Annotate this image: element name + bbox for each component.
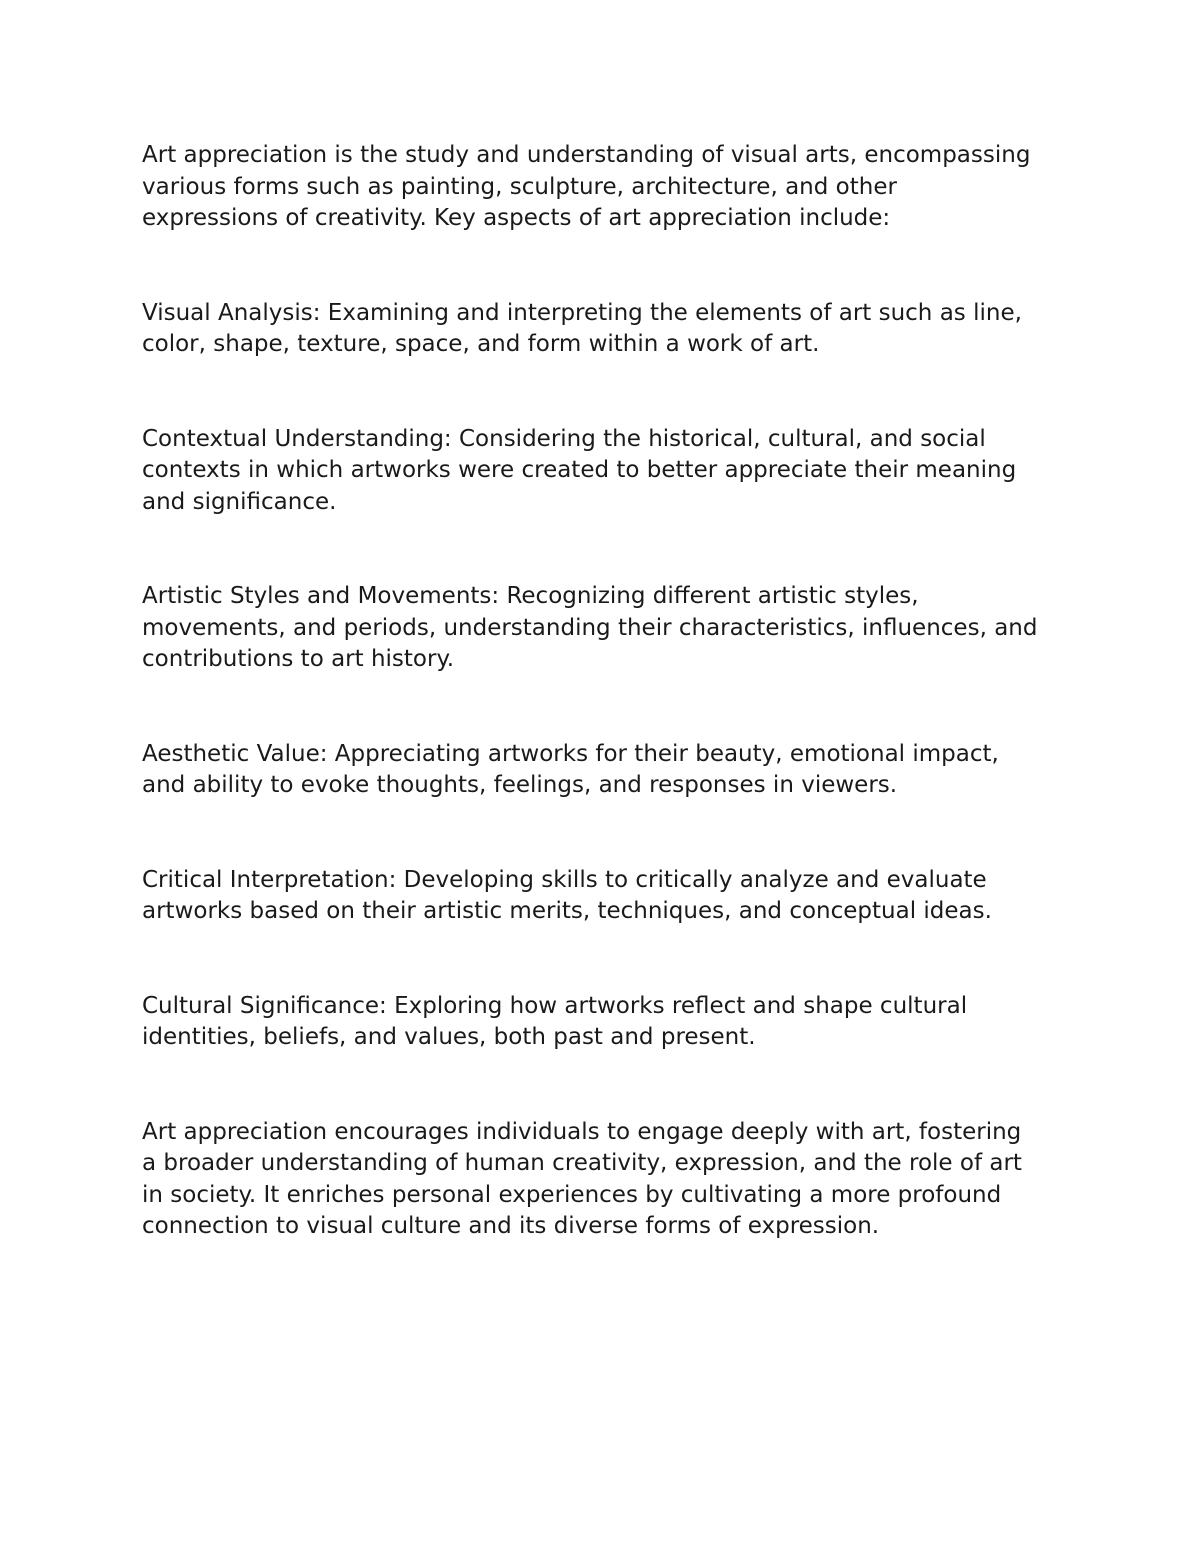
text-line: Contextual Understanding: Considering the historical, cultural, and social <box>142 425 986 452</box>
document-body <box>142 140 1082 1306</box>
text-line: various forms such as painting, sculpture, architecture, and other <box>142 173 897 200</box>
text-line: Aesthetic Value: Appreciating artworks for their beauty, emotional impact, <box>142 740 999 767</box>
contextual-understanding-paragraph <box>142 424 1082 519</box>
text-line: Cultural Significance: Exploring how artworks reflect and shape cultural <box>142 992 968 1019</box>
artistic-styles-paragraph <box>142 581 1082 676</box>
text-line: and ability to evoke thoughts, feelings, and responses in viewers. <box>142 772 898 798</box>
text-line: contributions to art history. <box>142 646 455 672</box>
visual-analysis-paragraph <box>142 298 1082 361</box>
text-line: contexts in which artworks were created to better appreciate their meaning <box>142 457 1017 483</box>
text-line: identities, beliefs, and values, both past and present. <box>142 1024 756 1050</box>
text-line: movements, and periods, understanding their characteristics, influences, and <box>142 614 1038 641</box>
text-line: Art appreciation is the study and understanding of visual arts, encompassing <box>142 142 1031 168</box>
text-line: color, shape, texture, space, and form within a work of art. <box>142 331 820 357</box>
text-line: expressions of creativity. Key aspects of art appreciation include: <box>142 205 891 231</box>
intro-paragraph <box>142 140 1082 235</box>
aesthetic-value-paragraph <box>142 739 1082 802</box>
cultural-significance-paragraph <box>142 991 1082 1054</box>
text-line: Visual Analysis: Examining and interpreting the elements of art such as line, <box>142 299 1022 326</box>
text-line: connection to visual culture and its diverse forms of expression. <box>142 1213 880 1239</box>
text-line: and significance. <box>142 488 337 515</box>
text-line: Critical Interpretation: Developing skills to critically analyze and evaluate <box>142 866 987 893</box>
text-line: artworks based on their artistic merits, techniques, and conceptual ideas. <box>142 898 992 924</box>
critical-interpretation-paragraph <box>142 865 1082 928</box>
conclusion-paragraph <box>142 1117 1082 1243</box>
text-line: Art appreciation encourages individuals to engage deeply with art, fostering <box>142 1118 1022 1145</box>
text-line: in society. It enriches personal experiences by cultivating a more profound <box>142 1181 1002 1208</box>
text-line: a broader understanding of human creativity, expression, and the role of art <box>142 1150 1022 1176</box>
text-line: Artistic Styles and Movements: Recognizing different artistic styles, <box>142 583 919 609</box>
